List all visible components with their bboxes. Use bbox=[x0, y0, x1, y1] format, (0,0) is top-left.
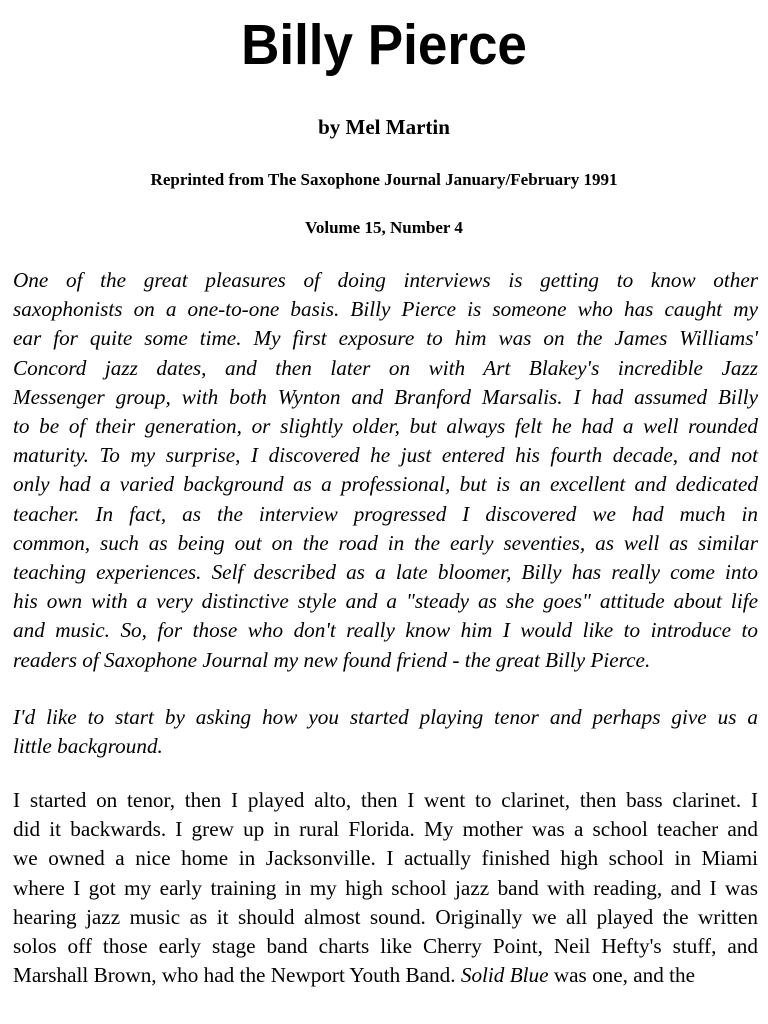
answer-line-last bbox=[13, 961, 758, 990]
answer-line: solos off those early stage band charts like Cherry Point, Neil Hefty's stuff, and bbox=[13, 934, 758, 959]
answer-text: was one, and the bbox=[548, 963, 696, 988]
question-line: little background. bbox=[13, 734, 163, 759]
intro-line: Concord jazz dates, and then later on with Art Blakey's incredible Jazz bbox=[13, 355, 758, 380]
song-title: Solid Blue bbox=[460, 963, 549, 988]
intro-line: readers of Saxophone Journal my new found friend - the great Billy Pierce. bbox=[13, 647, 651, 672]
intro-line: to be of their generation, or slightly older, but always felt he had a well rounded bbox=[13, 414, 758, 439]
reprint-note: Reprinted from The Saxophone Journal January/February 1991 bbox=[150, 170, 618, 189]
author-byline: by Mel Martin bbox=[318, 115, 450, 139]
interview-question bbox=[13, 703, 758, 761]
volume-note: Volume 15, Number 4 bbox=[305, 218, 463, 237]
intro-line: ear for quite some time. My first exposure to him was on the James Williams' bbox=[13, 326, 758, 351]
answer-line: where I got my early training in my high school jazz band with reading, and I was bbox=[13, 875, 758, 900]
intro-line: only had a varied background as a professional, but is an excellent and dedicated bbox=[13, 472, 758, 497]
answer-line: hearing jazz music as it should almost sound. Originally we all played the written bbox=[13, 904, 758, 929]
intro-line: teaching experiences. Self described as a late bloomer, Billy has really come into bbox=[13, 560, 758, 585]
answer-line: did it backwards. I grew up in rural Florida. My mother was a school teacher and bbox=[13, 817, 758, 842]
answer-text: Marshall Brown, who had the Newport Youth Band. bbox=[13, 963, 461, 988]
answer-line: we owned a nice home in Jacksonville. I actually finished high school in Miami bbox=[13, 846, 758, 871]
question-line: I'd like to start by asking how you started playing tenor and perhaps give us a bbox=[13, 705, 758, 729]
intro-line: teacher. In fact, as the interview progressed I discovered we had much in bbox=[13, 501, 758, 526]
intro-line: and music. So, for those who don't really know him I would like to introduce to bbox=[13, 618, 758, 643]
answer-line: I started on tenor, then I played alto, then I went to clarinet, then bass clarinet. I bbox=[13, 788, 758, 812]
intro-line: maturity. To my surprise, I discovered he just entered his fourth decade, and not bbox=[13, 443, 758, 468]
article-title: Billy Pierce bbox=[241, 13, 527, 77]
interview-answer bbox=[13, 786, 758, 990]
intro-line: Messenger group, with both Wynton and Branford Marsalis. I had assumed Billy bbox=[13, 384, 758, 409]
intro-paragraph bbox=[13, 266, 758, 675]
intro-line: saxophonists on a one-to-one basis. Billy Pierce is someone who has caught my bbox=[13, 297, 758, 322]
intro-line: One of the great pleasures of doing interviews is getting to know other bbox=[13, 268, 758, 292]
intro-line: common, such as being out on the road in the early seventies, as well as similar bbox=[13, 530, 758, 555]
intro-line: his own with a very distinctive style and a "steady as she goes" attitude about life bbox=[13, 589, 758, 614]
